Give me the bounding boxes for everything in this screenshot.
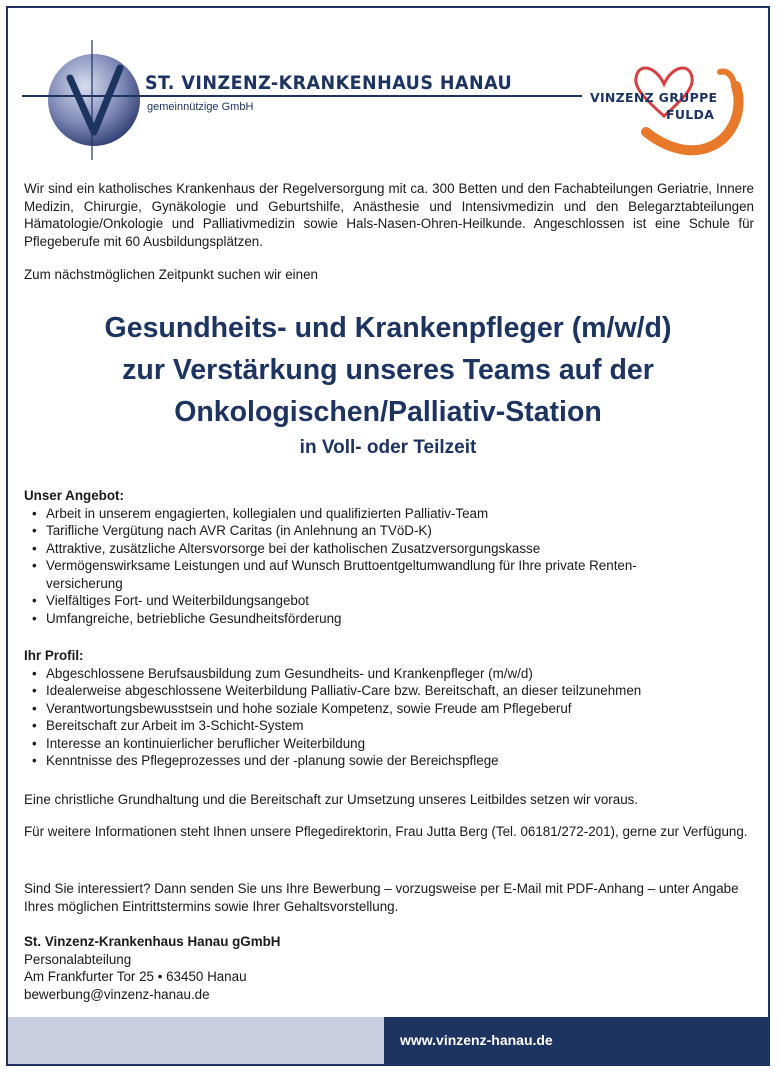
list-item: • Attraktive, zusätzliche Altersvorsorge bei der katholischen Zusatzversorgungskasse [46,540,754,558]
job-title-line: Gesundheits- und Krankenpfleger (m/w/d) [104,312,672,344]
list-item: • Kenntnisse des Pflegeprozesses und der -planung sowie der Bereichspflege [46,752,754,770]
job-title-line: Onkologischen/Palliativ-Station [174,396,602,428]
list-item: • Vermögenswirksame Leistungen und auf Wunsch Bruttoentgeltumwandlung für Ihre private Renten- [46,557,754,575]
job-title [0,307,776,433]
list-item: • Tarifliche Vergütung nach AVR Caritas (in Anlehnung an TVöD-K) [46,522,754,540]
application-text: Sind Sie interessiert? Dann senden Sie uns Ihre Bewerbung – vorzugsweise per E-Mail mit PDF-Anhang – unter Angabe Ihres möglichen Eintrittstermins sowie Ihrer Gehaltsvorstellung. [24,881,739,914]
hospital-logo-icon [42,40,142,160]
list-item: • Verantwortungsbewusstsein und hohe soziale Kompetenz, sowie Freude am Pflegeberuf [46,700,754,718]
footer-band-left [8,1017,384,1064]
list-item: • Arbeit in unserem engagierten, kollegialen und qualifizierten Palliativ-Team [46,505,754,523]
hospital-name: ST. VINZENZ-KRANKENHAUS HANAU [145,72,513,94]
requirement-text: Eine christliche Grundhaltung und die Bereitschaft zur Umsetzung unseres Leitbildes setzen wir voraus. [24,792,639,807]
website-link[interactable]: www.vinzenz-hanau.de [400,1032,553,1048]
group-name: VINZENZ GRUPPE [590,90,718,105]
offer-section [24,487,754,627]
group-city: FULDA [666,107,715,122]
list-item-continuation: versicherung [46,575,123,591]
contact-address: Am Frankfurter Tor 25 • 63450 Hanau [24,969,247,984]
list-item: • Abgeschlossene Berufsausbildung zum Gesundheits- und Krankenpfleger (m/w/d) [46,665,754,683]
list-item: • Interesse an kontinuierlicher beruflicher Weiterbildung [46,735,754,753]
contact-block [24,933,280,1003]
info-text: Für weitere Informationen steht Ihnen unsere Pflegedirektorin, Frau Jutta Berg (Tel. 06181/272-201), gerne zur Verfügung. [24,824,748,839]
list-item: • Bereitschaft zur Arbeit im 3-Schicht-System [46,717,754,735]
profile-list [24,665,754,770]
list-item: • Umfangreiche, betriebliche Gesundheitsförderung [46,610,754,628]
hospital-subtitle: gemeinnützige GmbH [147,101,254,113]
intro-text: Wir sind ein katholisches Krankenhaus der Regelversorgung mit ca. 300 Betten und den Fachabteilungen Geriatrie, Innere Medizin, Chirurgie, Gynäkologie und Geburtshilfe, Anästhesie und Intensivmedizin und den Belegarztabteilungen Hämatologie/Onkologie und Palliativmedizin sowie Hals-Nasen-Ohren-Heilkunde. Angeschlossen ist eine Schule für Pflegeberufe mit 60 Ausbildungsplätzen. [24,181,754,249]
profile-section [24,647,754,770]
job-title-line: zur Verstärkung unseres Teams auf der [122,354,654,386]
offer-list [24,505,754,628]
job-subtitle: in Voll- oder Teilzeit [299,437,477,458]
contact-email[interactable]: bewerbung@vinzenz-hanau.de [24,986,210,1002]
profile-heading: Ihr Profil: [24,648,84,663]
search-line: Zum nächstmöglichen Zeitpunkt suchen wir einen [24,267,318,282]
offer-heading: Unser Angebot: [24,488,124,503]
list-item: • Idealerweise abgeschlossene Weiterbildung Palliativ-Care bzw. Bereitschaft, an dieser teilzunehmen [46,682,754,700]
logo-rule [22,95,582,97]
contact-dept: Personalabteilung [24,951,132,967]
contact-org: St. Vinzenz-Krankenhaus Hanau gGmbH [24,934,281,949]
list-item: • Vielfältiges Fort- und Weiterbildungsangebot [46,592,754,610]
